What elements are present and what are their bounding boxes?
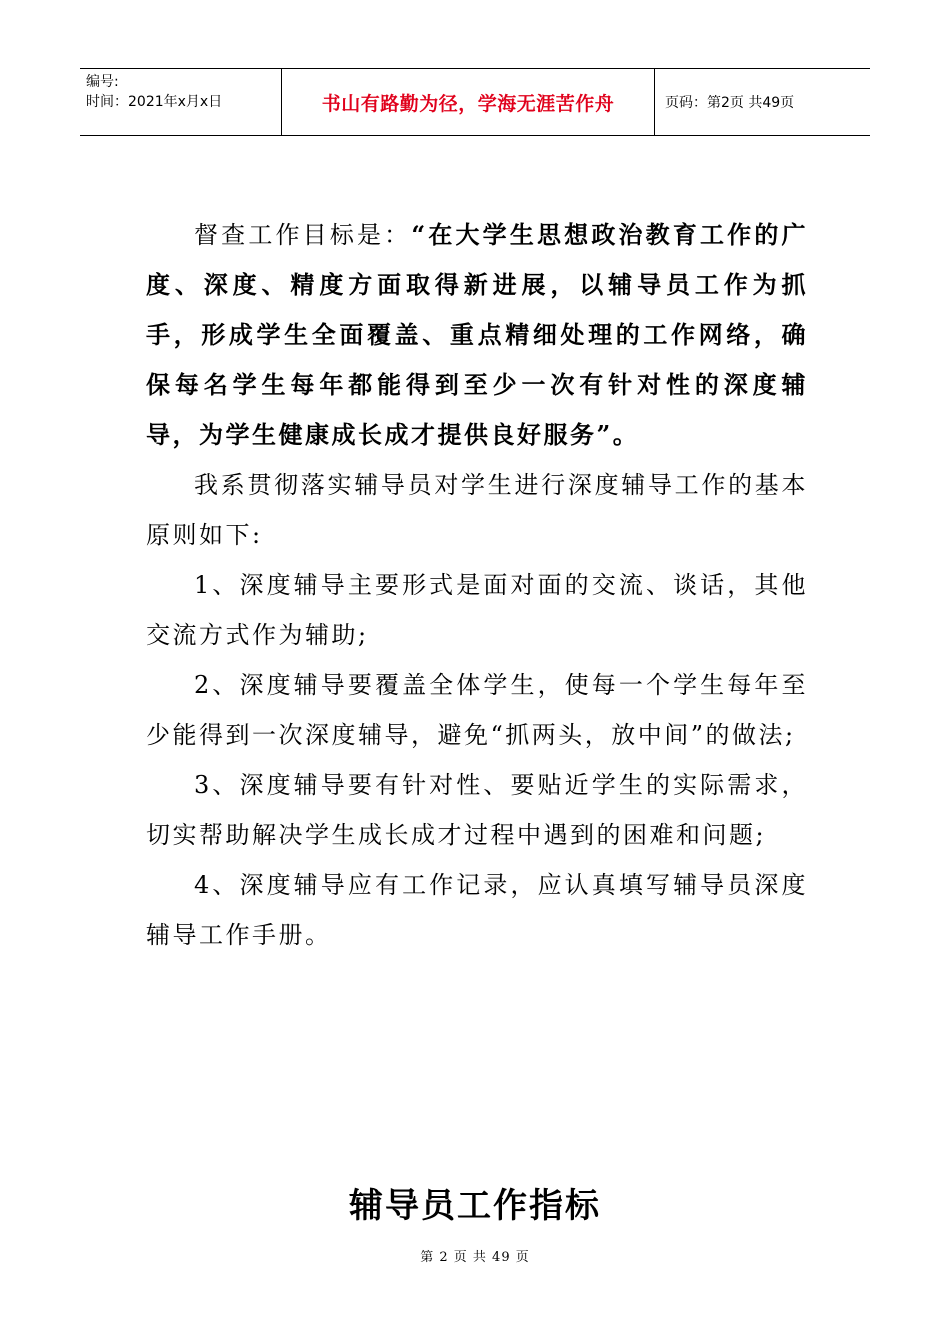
paragraph-principles-intro: 我系贯彻落实辅导员对学生进行深度辅导工作的基本原则如下: [146, 471, 808, 549]
principle-item: 3、深度辅导要有针对性、要贴近学生的实际需求，切实帮助解决学生成长成才过程中遇到的困难和问题; [146, 771, 808, 849]
paragraph-goal [146, 210, 808, 460]
header-motto: 书山有路勤为径，学海无涯苦作舟 [282, 69, 655, 135]
header-meta [80, 69, 282, 135]
header-page-info: 页码：第2页 共49页 [665, 95, 795, 111]
principle-item: 1、深度辅导主要形式是面对面的交流、谈话，其他交流方式作为辅助; [146, 571, 808, 649]
document-date-label: 时间：2021年x月x日 [86, 94, 223, 110]
principle-item: 4、深度辅导应有工作记录，应认真填写辅导员深度辅导工作手册。 [146, 871, 808, 949]
goal-intro: 督查工作目标是： [194, 221, 412, 249]
document-number-label: 编号: [86, 74, 119, 90]
page-footer: 第 2 页 共 49 页 [420, 1250, 530, 1265]
goal-quote: “在大学生思想政治教育工作的广度、深度、精度方面取得新进展，以辅导员工作为抓手，形成学生全面覆盖、重点精细处理的工作网络，确保每名学生每年都能得到至少一次有针对性的深度辅导，为学生健康成长成才提供良好服务”。 [146, 220, 808, 449]
document-body [146, 210, 808, 960]
page-header [80, 68, 870, 136]
principle-item: 2、深度辅导要覆盖全体学生，使每一个学生每年至少能得到一次深度辅导，避免“抓两头，放中间”的做法; [146, 671, 808, 749]
section-title: 辅导员工作指标 [349, 1186, 601, 1226]
